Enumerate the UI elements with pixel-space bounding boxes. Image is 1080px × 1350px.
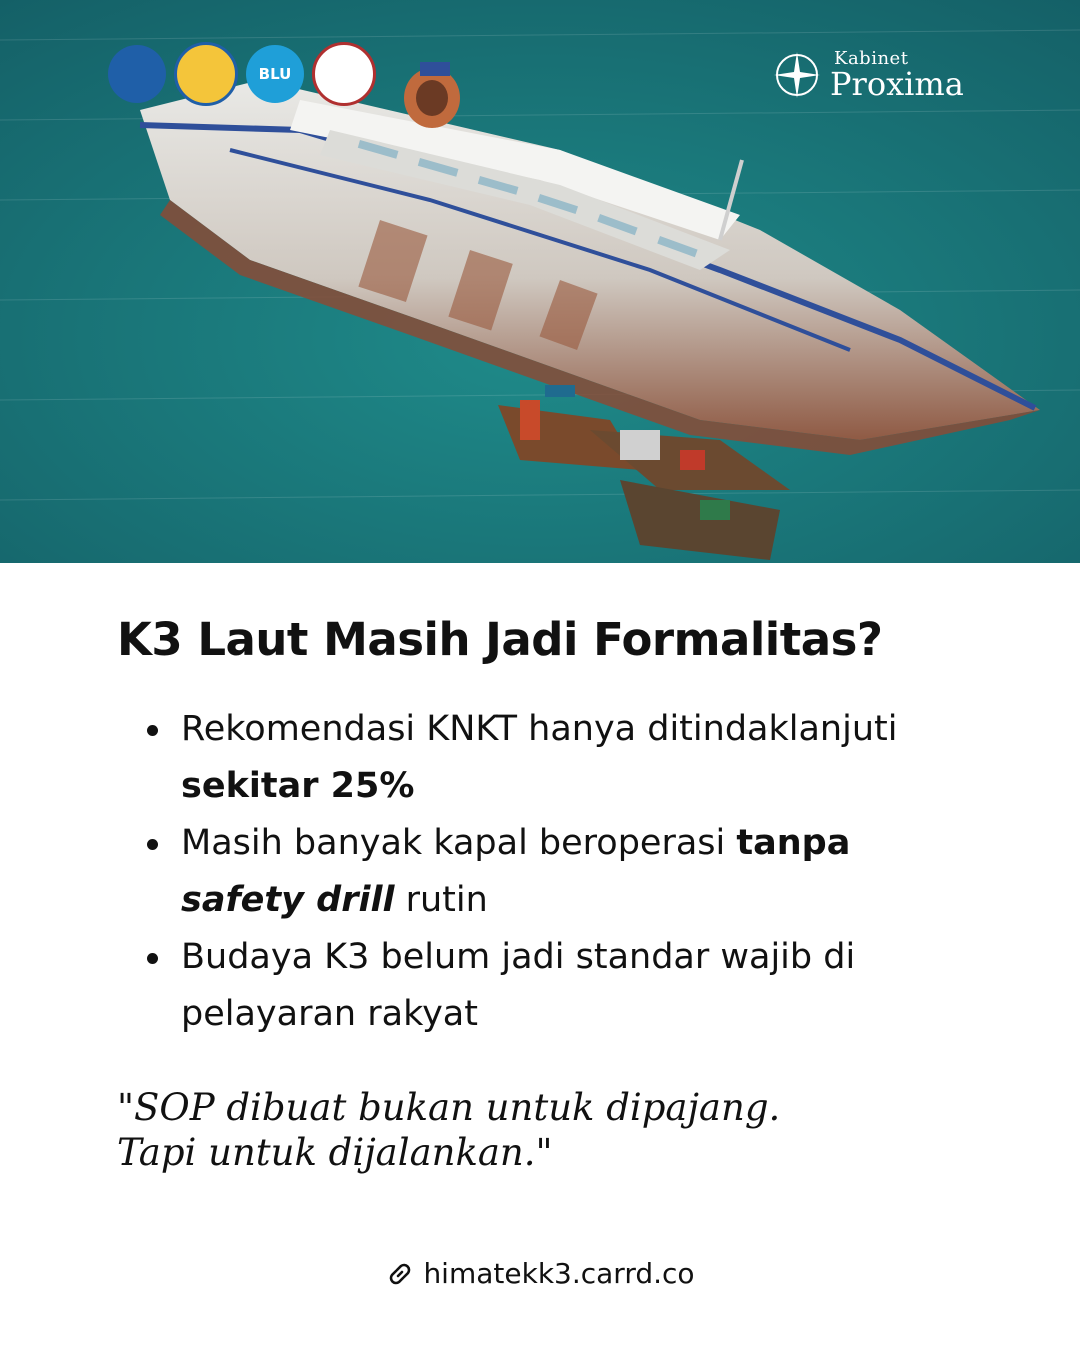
logo-4 [312,42,376,106]
logo-2 [174,42,238,106]
footer-link-text[interactable]: himatekk3.carrd.co [423,1257,695,1290]
logo-1 [108,45,166,103]
quote-line-1: "SOP dibuat bukan untuk dipajang. [117,1086,781,1129]
hero-image [0,0,1080,563]
brand-logo [772,48,964,103]
brand-small-text: Kabinet [834,48,909,69]
bullet-text: Budaya K3 belum jadi standar wajib di pelayaran rakyat [181,937,856,1034]
bullet-bold: tanpa [736,823,851,863]
quote [117,1085,780,1175]
page-title: K3 Laut Masih Jadi Formalitas? [117,613,883,666]
brand-big-text: Proxima [830,65,964,103]
list-item [145,929,985,1043]
quote-line-2: Tapi untuk dijalankan." [117,1131,553,1174]
star-icon [772,50,822,100]
bullet-bold: sekitar 25% [181,766,415,806]
bullet-bold-italic: safety drill [181,880,395,920]
list-item [145,815,985,929]
bullet-text: Rekomendasi KNKT hanya ditindaklanjuti [181,709,898,749]
partner-logos [108,42,376,106]
list-item [145,701,985,815]
bullet-text: Masih banyak kapal beroperasi [181,823,737,863]
logo-3: BLU [246,45,304,103]
footer-link[interactable] [0,1257,1080,1290]
bullet-text-after: rutin [394,880,488,920]
bullet-list [145,701,985,1043]
content-panel [0,563,1080,1350]
link-icon [385,1259,415,1289]
